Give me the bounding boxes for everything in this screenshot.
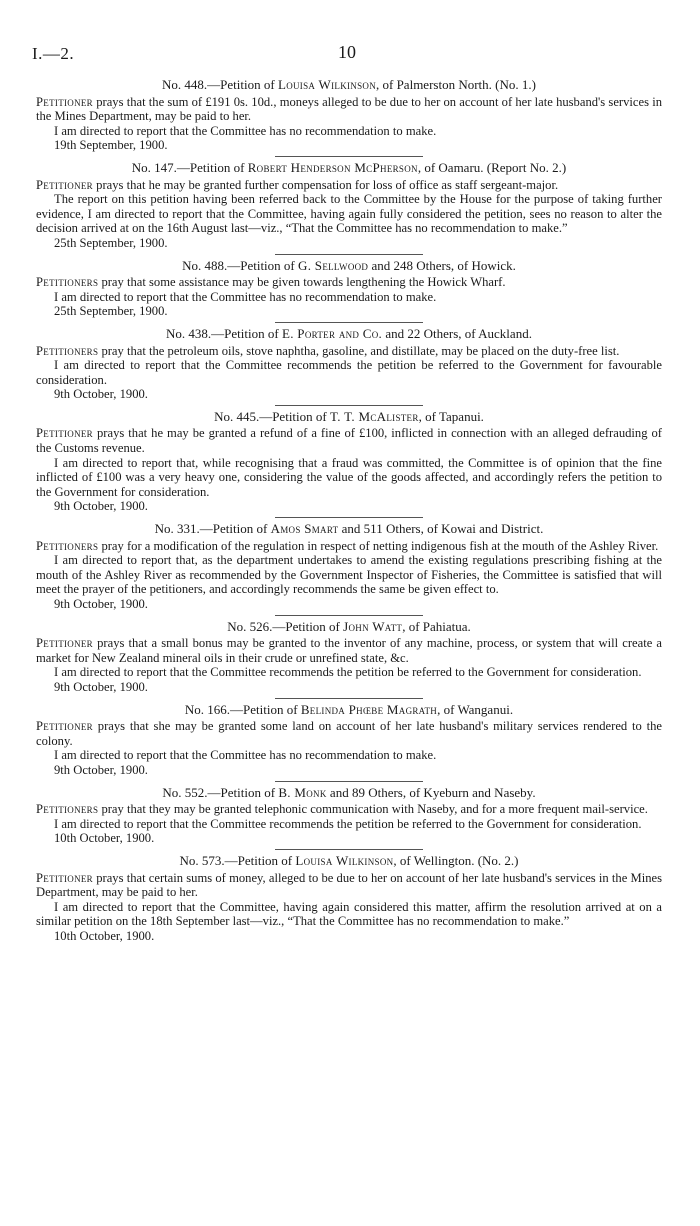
petition-prayer: Petitioners pray for a modification of the regulation in respect of netting indigenous fish at the mouth of the Ashley River. — [36, 538, 659, 553]
petition-prayer: Petitioner prays that a small bonus may be granted to the inventor of any machine, process, or system that will create a market for New Zealand mineral oils in their crude or unrefined state, &c. — [36, 636, 662, 665]
committee-report: I am directed to report that the Committee recommends the petition be referred to the Government for consideration. — [54, 816, 642, 831]
report-date: 9th October, 1900. — [54, 499, 148, 514]
section-divider — [275, 156, 423, 157]
report-date: 25th September, 1900. — [54, 235, 168, 250]
petition-heading: No. 526.—Petition of John Watt, of Pahiatua. — [227, 618, 471, 634]
petition-prayer: Petitioner prays that she may be granted some land on account of her late husband's military services rendered to the colony. — [36, 719, 662, 748]
committee-report: The report on this petition having been referred back to the Committee by the House for the purpose of taking further evidence, I am directed to report that the Committee, having again fully considered the petition, sees no reason to alter the decision arrived at on the 16th August last—viz., “That the Committee has no recommendation to make.” — [36, 192, 662, 236]
petition-heading: No. 166.—Petition of Belinda Phœbe Magrath, of Wanganui. — [184, 701, 514, 717]
petition-prayer: Petitioner prays that the sum of £191 0s. 10d., moneys alleged to be due to her on account of her late husband's services in the Mines Department, may be paid to her. — [36, 94, 662, 124]
section-divider — [275, 615, 423, 616]
committee-report: I am directed to report that the Committee has no recommendation to make. — [54, 748, 437, 763]
petition-entry — [36, 786, 662, 850]
page-ref: I.—2. — [32, 44, 75, 63]
report-date: 10th October, 1900. — [54, 928, 155, 943]
committee-report: I am directed to report that the Committee recommends the petition be referred to the Government for consideration. — [54, 665, 642, 680]
petition-entry — [36, 854, 662, 944]
petition-entry — [36, 327, 662, 406]
report-date: 10th October, 1900. — [54, 831, 155, 846]
petition-heading: No. 147.—Petition of Robert Henderson McPherson, of Oamaru. (Report No. 2.) — [131, 159, 567, 175]
section-divider — [275, 698, 423, 699]
report-date: 25th September, 1900. — [54, 304, 168, 319]
petition-entry — [36, 161, 662, 255]
page-number: 10 — [338, 42, 356, 62]
committee-report: I am directed to report that the Committee, having again considered this matter, affirm the resolution arrived at on a similar petition on the 18th September last—viz., “That the Committee has no recommendation to make.” — [36, 899, 662, 929]
petition-prayer: Petitioners pray that they may be granted telephonic communication with Naseby, and for a more frequent mail-service. — [36, 802, 648, 817]
petition-prayer: Petitioners pray that some assistance may be given towards lengthening the Howick Wharf. — [36, 275, 506, 290]
committee-report: I am directed to report that, while recognising that a fraud was committed, the Committee is of opinion that the fine inflicted of £100 was a very heavy one, considering the value of the goods affected, and accordingly refers the petition to the Government for consideration. — [36, 455, 662, 499]
petition-entry — [36, 78, 662, 157]
petition-entry — [36, 410, 662, 518]
petition-entry — [36, 522, 662, 616]
petition-entry — [36, 620, 662, 699]
committee-report: I am directed to report that the Committee recommends the petition be referred to the Government for favourable consideration. — [36, 358, 662, 387]
section-divider — [275, 322, 423, 323]
petition-prayer: Petitioners pray that the petroleum oils, stove naphtha, gasoline, and distillate, may be placed on the duty-free list. — [36, 343, 620, 358]
petition-heading: No. 448.—Petition of Louisa Wilkinson, of Palmerston North. (No. 1.) — [162, 77, 536, 92]
petition-entry — [36, 259, 662, 323]
committee-report: I am directed to report that the Committee has no recommendation to make. — [54, 289, 437, 304]
report-date: 19th September, 1900. — [54, 138, 168, 153]
petition-prayer: Petitioner prays that he may be granted a refund of a fine of £100, inflicted in connection with an alleged defrauding of the Customs revenue. — [36, 426, 662, 456]
petition-list — [36, 78, 662, 943]
report-date: 9th October, 1900. — [54, 597, 148, 611]
report-date: 9th October, 1900. — [54, 387, 148, 402]
committee-report: I am directed to report that, as the department undertakes to amend the existing regulations prescribing fishing at the mouth of the Ashley River as recommended by the Government Inspector of Fisheries, the Committee is satisfied that will meet the prayer of the petitioners, and accordingly recommends the same be given effect to. — [36, 553, 662, 597]
petition-heading: No. 573.—Petition of Louisa Wilkinson, of Wellington. (No. 2.) — [179, 852, 519, 868]
section-divider — [275, 254, 423, 255]
section-divider — [275, 849, 423, 850]
petition-heading: No. 488.—Petition of G. Sellwood and 248 Others, of Howick. — [182, 257, 516, 273]
committee-report: I am directed to report that the Committee has no recommendation to make. — [54, 123, 437, 138]
petition-heading: No. 445.—Petition of T. T. McAlister, of Tapanui. — [214, 408, 484, 424]
report-date: 9th October, 1900. — [54, 762, 148, 777]
petition-heading: No. 438.—Petition of E. Porter and Co. and 22 Others, of Auckland. — [166, 325, 532, 341]
petition-heading: No. 331.—Petition of Amos Smart and 511 Others, of Kowai and District. — [154, 521, 544, 537]
section-divider — [275, 517, 423, 518]
petition-entry — [36, 703, 662, 782]
petition-prayer: Petitioner prays that certain sums of money, alleged to be due to her on account of her late husband's services in the Mines Department, may be paid to her. — [36, 870, 662, 900]
petition-heading: No. 552.—Petition of B. Monk and 89 Others, of Kyeburn and Naseby. — [162, 784, 536, 800]
section-divider — [275, 405, 423, 406]
petition-prayer: Petitioner prays that he may be granted further compensation for loss of office as staff sergeant-major. — [36, 177, 559, 192]
section-divider — [275, 781, 423, 782]
report-date: 9th October, 1900. — [54, 679, 148, 694]
